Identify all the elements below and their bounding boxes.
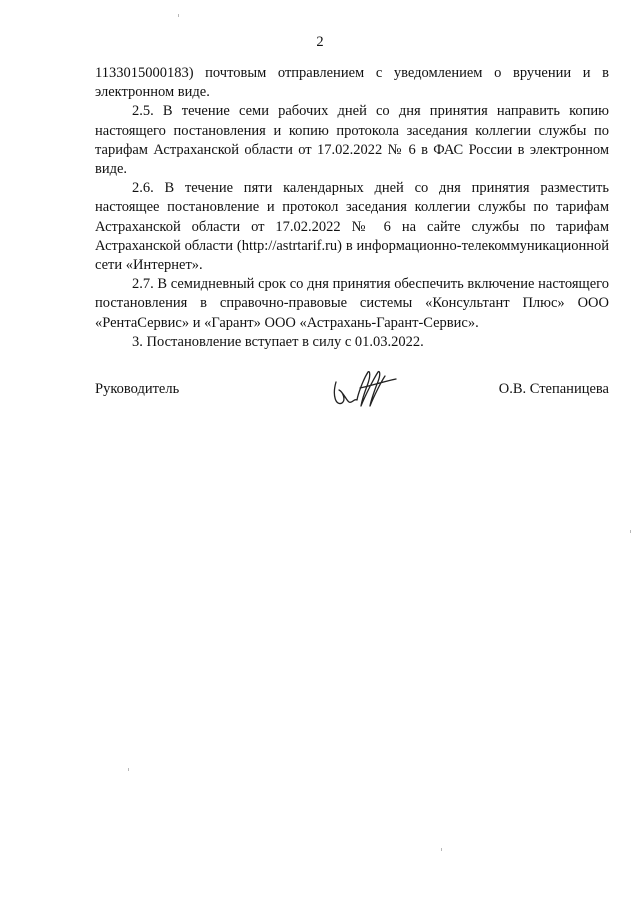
scan-speck (441, 848, 442, 851)
handwritten-signature (330, 362, 400, 414)
paragraph-2-6: 2.6. В течение пяти календарных дней со дня принятия разместить настоящее постановление и протокол заседания коллегии службы по тарифам Астраханской области от 17.02.2022 № 6 на сайте службы по тарифам Астраханской области (http://astrtarif.ru) в информационно-телекоммуникационной сети «Интернет». (95, 180, 609, 274)
signatory-title: Руководитель (95, 381, 180, 397)
signatory-name: О.В. Степаницева (498, 381, 609, 397)
scan-speck (630, 530, 631, 533)
scan-speck (128, 768, 129, 771)
paragraph-3: 3. Постановление вступает в силу с 01.03.2022. (132, 333, 424, 350)
document-body (95, 64, 609, 352)
scan-speck (178, 14, 179, 17)
paragraph-2-7: 2.7. В семидневный срок со дня принятия обеспечить включение настоящего постановления в справочно-правовые системы «Консультант Плюс» ООО «РентаСервис» и «Гарант» ООО «Астрахань-Гарант-Сервис». (95, 276, 609, 331)
paragraph-continuation: 1133015000183) почтовым отправлением с уведомлением о вручении и в электронном виде. (95, 65, 609, 101)
signature-block (95, 380, 609, 410)
page-number: 2 (316, 34, 324, 50)
paragraph-2-5: 2.5. В течение семи рабочих дней со дня принятия направить копию настоящего постановления и копию протокола заседания коллегии службы по тарифам Астраханской области от 17.02.2022 № 6 в ФАС России в электронном виде. (95, 103, 609, 178)
